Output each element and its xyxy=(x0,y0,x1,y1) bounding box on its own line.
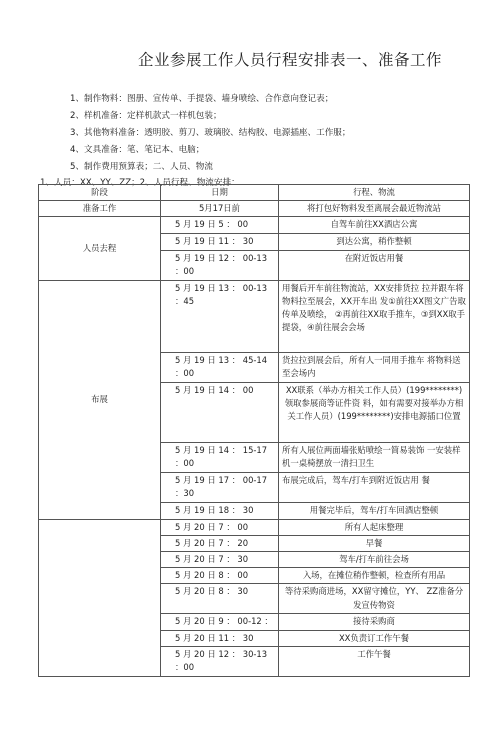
stage-cell: 人员去程 xyxy=(39,217,161,280)
prep-line-6: 1、人员：XX、YY、ZZ；2、人员行程、物流安排： xyxy=(40,178,240,188)
table-row xyxy=(39,519,470,535)
stage-cell: 布展 xyxy=(39,280,161,519)
prep-line-5: 5、制作费用预算表；二、人员、物流 xyxy=(70,162,213,172)
content-cell: 用餐后开车前往物流站，XX安排货拉 拉并跟车将物料拉至展会，XX开车出 发①前往XX图文广告取传单及喷绘， ②再前往XX取手推车，③到XX取手 提袋，④前往展会会场 xyxy=(279,280,470,352)
table-header-row xyxy=(39,185,470,201)
content-cell: 布展完成后，驾车/打车到附近饭店用 餐 xyxy=(279,472,470,502)
table-row xyxy=(39,217,470,233)
time-cell: 5 月 20 日 12 ： 30-13 ：00 xyxy=(161,646,279,676)
schedule-table xyxy=(38,184,470,677)
time-cell: 5 月 20 日 8 ： 30 xyxy=(161,584,279,614)
content-cell: 所有人起床整理 xyxy=(279,519,470,535)
stage-cell xyxy=(39,519,161,676)
header-date: 日期 xyxy=(161,185,279,201)
header-content: 行程、物流 xyxy=(279,185,470,201)
content-cell: 接待采购商 xyxy=(279,614,470,630)
content-cell: 工作午餐 xyxy=(279,646,470,676)
time-cell: 5 月 20 日 9 ： 00-12 ： xyxy=(161,614,279,630)
time-cell: 5 月 20 日 8 ： 00 xyxy=(161,568,279,584)
time-cell: 5 月 19 日 5 ： 00 xyxy=(161,217,279,233)
time-cell: 5 月 20 日 7 ： 00 xyxy=(161,519,279,535)
time-cell: 5 月 20 日 11 ： 30 xyxy=(161,630,279,646)
content-cell: 入场，在摊位稍作整顿，检查所有用品 xyxy=(279,568,470,584)
stage-cell: 准备工作 xyxy=(39,201,161,217)
content-cell: 到达公寓，稍作整顿 xyxy=(279,233,470,250)
prep-line-4: 4、文具准备：笔、笔记本、电脑； xyxy=(70,145,205,155)
time-cell: 5 月 19 日 12 ： 00-13 ：00 xyxy=(161,250,279,280)
prep-line-3: 3、其他物料准备：透明胶、剪刀、玻璃胶、结构胶、电源插座、工作服； xyxy=(70,128,351,138)
content-cell: 驾车/打车前往会场 xyxy=(279,552,470,568)
time-cell: 5 月 19 日 17 ： 00-17 ：30 xyxy=(161,472,279,502)
content-cell: 在附近饭店用餐 xyxy=(279,250,470,280)
time-cell: 5 月 19 日 11 ： 30 xyxy=(161,233,279,250)
time-cell: 5 月 19 日 13 ： 45-14 ：00 xyxy=(161,352,279,382)
date-cell: 5月17日前 xyxy=(161,201,279,217)
content-cell: XX负责订工作午餐 xyxy=(279,630,470,646)
header-stage: 阶段 xyxy=(39,185,161,201)
time-cell: 5 月 20 日 7 ： 20 xyxy=(161,535,279,551)
time-cell: 5 月 20 日 7 ： 30 xyxy=(161,552,279,568)
content-cell: 早餐 xyxy=(279,535,470,551)
time-cell: 5 月 19 日 13 ： 00-13 ：45 xyxy=(161,280,279,352)
time-cell: 5 月 19 日 14 ： 15-17 ：00 xyxy=(161,442,279,472)
prep-line-2: 2、样机准备：定样机款式一样机包装； xyxy=(70,111,222,121)
content-cell: 所有人展位两面墙张贴喷绘一简易装饰 一安装样机一桌椅摆放一清扫卫生 xyxy=(279,442,470,472)
table-row xyxy=(39,201,470,217)
time-cell: 5 月 19 日 14 ： 00 xyxy=(161,382,279,442)
content-cell: 等待采购商进场，XX留守摊位，YY、 ZZ准备分发宣传物资 xyxy=(279,584,470,614)
table-row xyxy=(39,280,470,352)
time-cell: 5 月 19 日 18 ： 30 xyxy=(161,502,279,519)
content-cell: 将打包好物料发至离展会最近物流站 xyxy=(279,201,470,217)
content-cell: 货拉拉到展会后，所有人一同用手推车 将物料送至会场内 xyxy=(279,352,470,382)
content-cell: 自驾车前往XX酒店公寓 xyxy=(279,217,470,233)
content-cell: XX联系（举办方相关工作人员）(199********)领取参展商等证件资 料，如有需要对接举办方相关工作人员）(199********)安排电源插口位置 xyxy=(279,382,470,442)
page-title: 企业参展工作人员行程安排表一、准备工作 xyxy=(138,51,443,69)
content-cell: 用餐完毕后，驾车/打车回酒店整顿 xyxy=(279,502,470,519)
prep-line-1: 1、制作物料：图册、宣传单、手提袋、墙身喷绘、合作意向登记表； xyxy=(70,94,334,104)
